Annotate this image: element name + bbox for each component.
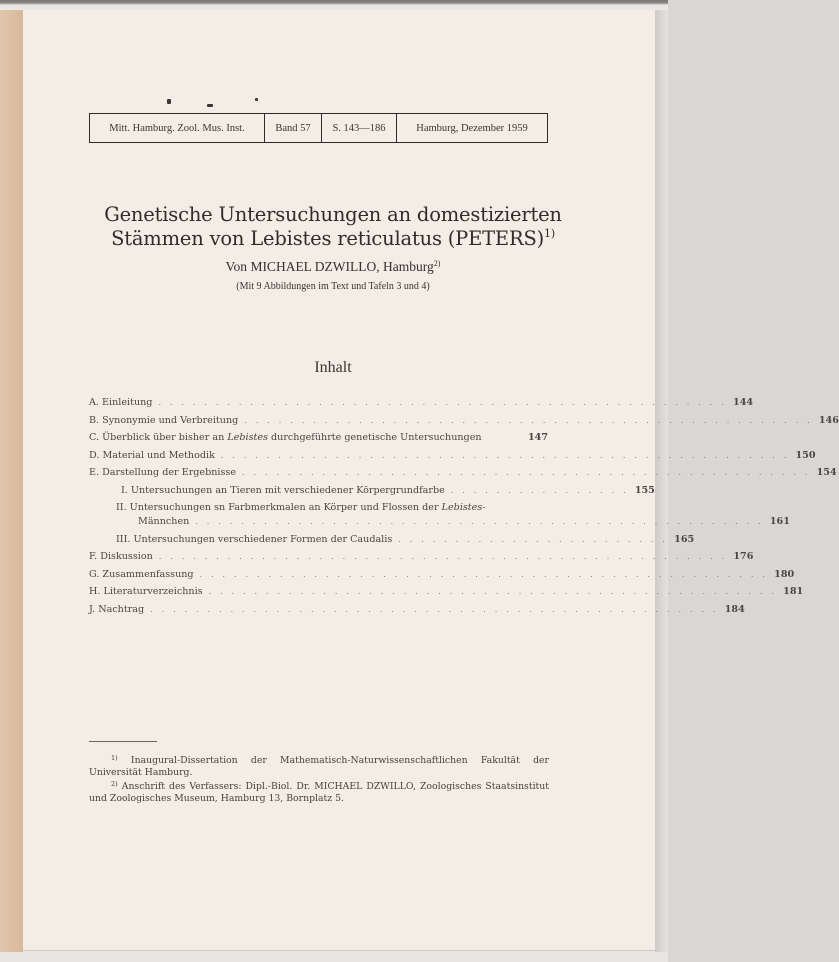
booklet-spine xyxy=(0,10,23,952)
toc-leader-dots: . . . . . . . . . . . . . . . . . . . . . . . . . . . . . . . . . . . . . . . . . . . . . . . . . . xyxy=(150,604,719,614)
journal-place-date: Hamburg, Dezember 1959 xyxy=(396,114,547,142)
toc-entry-page: 150 xyxy=(795,449,816,461)
journal-pages: S. 143—186 xyxy=(321,114,396,142)
footnote-mark: 2) xyxy=(111,780,118,788)
toc-entry-label: I. Untersuchungen an Tieren mit verschiedener Körpergrundfarbe xyxy=(121,484,445,496)
toc-entry-label: B. Synonymie und Verbreitung xyxy=(89,414,239,426)
toc-leader-dots: . . . . . . . . . . . . . . . . . . . . . . . . . . . . . . . . . . . . . . . . . . . . . . . . . . xyxy=(199,569,769,579)
toc-leader-dots: . . . . . . . . . . . . . . . . . . . . . . . . . . . . . . . . . . . . . . . . . . . . . . . . . . xyxy=(158,398,728,407)
toc-entry-page: 184 xyxy=(724,603,745,615)
toc-entry-label: III. Untersuchungen verschiedener Formen der Caudalis xyxy=(116,533,393,545)
toc-entry-page: 181 xyxy=(783,586,804,597)
toc-entry xyxy=(89,397,754,415)
toc-entry xyxy=(89,603,745,622)
toc-entry xyxy=(89,432,548,450)
toc-entry-label: F. Diskussion xyxy=(89,551,153,562)
footnote-mark: 1) xyxy=(111,754,118,762)
toc-label-part: C. Überblick über bisher an xyxy=(89,432,228,443)
toc-label-italic: Lebistes- xyxy=(441,502,486,513)
title-text-1: Genetische Untersuchungen an domestizierten xyxy=(104,203,562,226)
toc-leader-dots: . . . . . . . . . . . . . . . . . . . . . . . . . . . . . . . . . . . . . . . . . . . . . . . . . . xyxy=(244,415,813,425)
article-title-line-2 xyxy=(60,227,606,250)
toc-entry-page: 176 xyxy=(733,551,754,562)
toc-entry-page: 161 xyxy=(769,516,790,527)
toc-entry xyxy=(89,467,837,485)
journal-volume: Band 57 xyxy=(264,114,321,142)
journal-name: Mitt. Hamburg. Zool. Mus. Inst. xyxy=(109,122,245,134)
toc-entry-label: D. Material und Methodik xyxy=(89,449,215,461)
toc-entry-label: G. Zusammenfassung xyxy=(89,568,194,580)
toc-leader-dots: . . . . . . . . . . . . . . . . . . . . . . . . . . . . . . . . . . . . . . . . . . . . . . . . . . xyxy=(208,587,778,596)
toc-entry xyxy=(89,502,548,516)
author-footnote-mark: 2) xyxy=(433,259,441,268)
figures-note: (Mit 9 Abbildungen im Text und Tafeln 3 und 4) xyxy=(236,281,430,292)
toc-leader-dots: . . . . . . . . . . . . . . . . . . . . . . . . . . . . . . . . . . . . . . . . . . . . . . . . . . xyxy=(220,450,790,460)
author-prefix: Von xyxy=(225,259,248,274)
toc-entry-page: 155 xyxy=(634,484,655,496)
toc-leader-dots: . . . . . . . . . . . . . . . . . . . . . . . . xyxy=(398,534,669,544)
toc-leader-dots: . . . . . . . . . . . . . . . . . . . . . . . . . . . . . . . . . . . . . . . . . . . . . . . . . . xyxy=(195,517,764,526)
toc-entry-label: E. Darstellung der Ergebnisse xyxy=(89,467,237,478)
toc-entry-label xyxy=(89,432,482,443)
table-of-contents xyxy=(89,397,839,621)
journal-header-box xyxy=(89,113,548,143)
toc-label-part: II. Untersuchungen sn Farbmerkmalen an Körper und Flossen der xyxy=(116,502,442,513)
footnote-text: Inaugural-Dissertation der Mathematisch-Naturwissenschaftlichen Fakultät der Universität Hamburg. xyxy=(89,755,549,778)
toc-label-italic: Lebistes xyxy=(227,432,268,443)
toc-entry-continuation xyxy=(89,516,790,534)
toc-heading: Inhalt xyxy=(314,359,352,376)
print-speck xyxy=(255,98,258,101)
toc-entry-page: 180 xyxy=(774,568,795,580)
toc-label-part: durchgeführte genetische Untersuchungen xyxy=(267,432,482,443)
toc-entry-label xyxy=(89,502,486,513)
toc-entry-page: 144 xyxy=(733,397,754,408)
toc-entry xyxy=(89,586,804,604)
toc-entry xyxy=(89,449,816,468)
toc-entry xyxy=(89,551,754,569)
toc-entry-label: Männchen xyxy=(138,516,190,527)
toc-entry-label: H. Literaturverzeichnis xyxy=(89,586,203,597)
toc-entry-page: 147 xyxy=(527,432,548,443)
toc-entry-page: 154 xyxy=(816,467,837,478)
toc-entry xyxy=(89,414,839,433)
print-speck xyxy=(207,104,213,107)
page-edge xyxy=(655,10,668,952)
toc-entry xyxy=(89,568,795,587)
toc-entry-page: 165 xyxy=(674,533,695,545)
toc-leader-dots: . . . . . . . . . . . . . . . . . . . . . . . . . . . . . . . . . . . . . . . . . . . . . . . . . . xyxy=(158,552,728,561)
footnote-1 xyxy=(89,752,549,779)
toc-leader-dots: . . . . . . . . . . . . . . . . . . . . . . . . . . . . . . . . . . . . . . . . . . . . . . . . . . xyxy=(242,468,811,477)
title-text-2: Stämmen von Lebistes reticulatus (PETERS) xyxy=(111,227,545,250)
toc-leader-dots: . . . . . . . . . . . . . . . . xyxy=(450,485,629,495)
footnote-2 xyxy=(89,778,549,805)
toc-entry-page: 146 xyxy=(818,414,839,426)
footnote-text: Anschrift des Verfassers: Dipl.-Biol. Dr. MICHAEL DZWILLO, Zoologisches Staatsinstitut und Zoologisches Museum, Hamburg 13, Bornplatz 5. xyxy=(89,781,549,804)
author-name: MICHAEL DZWILLO, Hamburg xyxy=(250,259,434,274)
footnote-rule xyxy=(89,741,157,742)
title-footnote-mark: 1) xyxy=(544,227,555,240)
toc-entry-label: J. Nachtrag xyxy=(89,603,145,615)
print-speck xyxy=(167,99,171,104)
article-title-line-1 xyxy=(60,203,606,226)
author-line xyxy=(60,259,606,275)
toc-entry xyxy=(89,484,655,503)
toc-entry xyxy=(89,533,695,552)
toc-entry-label: A. Einleitung xyxy=(89,397,153,408)
